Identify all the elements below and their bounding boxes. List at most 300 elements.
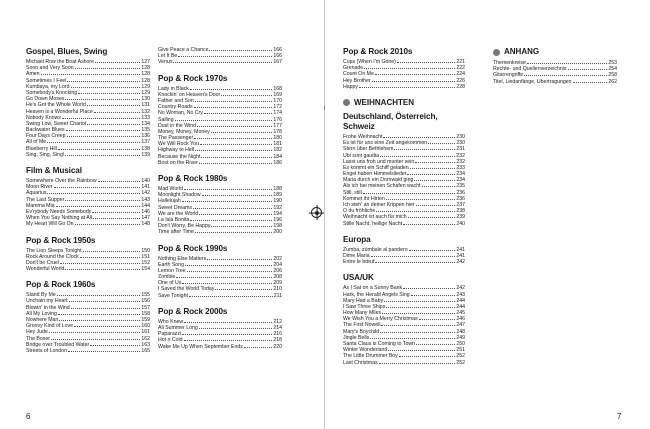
toc-entry-page: 252 xyxy=(456,359,465,366)
toc-entry-page: 170 xyxy=(273,97,282,104)
toc-section xyxy=(26,280,150,354)
toc-entry-page: 169 xyxy=(273,91,282,98)
toc-entry-title: Engel haben Himmelslieder xyxy=(343,171,407,178)
toc-entry-title: Blowin' in the Wind xyxy=(26,304,70,311)
toc-entry-title: Hallelujah xyxy=(158,198,181,205)
dot-leader xyxy=(65,99,140,100)
toc-entry-page: 182 xyxy=(273,147,282,154)
toc-entry-page: 176 xyxy=(273,116,282,123)
toc-entry-title: The Boxer xyxy=(26,335,50,342)
toc-entry-page: 202 xyxy=(273,255,282,262)
toc-entry-title: Hark, the Herald Angels Sing xyxy=(343,291,410,298)
toc-entry-page: 248 xyxy=(456,328,465,335)
toc-entry-page: 230 xyxy=(456,133,465,140)
dot-leader xyxy=(65,269,140,270)
toc-entry-page: 172 xyxy=(273,104,282,111)
toc-entry-page: 155 xyxy=(141,292,150,299)
toc-section xyxy=(343,235,465,266)
toc-entry-page: 232 xyxy=(456,158,465,165)
toc-entry-title: Entre le bœuf xyxy=(343,259,375,266)
toc-entry-title: Last Christmas xyxy=(343,359,378,366)
toc-entry-title: Sailing xyxy=(158,116,174,123)
toc-entry-title: Frohe Weihnacht xyxy=(343,133,383,140)
dot-leader xyxy=(87,105,141,106)
toc-entry-title: All Summer Long xyxy=(158,325,198,331)
toc-entry-title: Blueberry Hill xyxy=(26,145,57,152)
dot-leader xyxy=(375,74,455,75)
toc-entry-page: 161 xyxy=(141,329,150,336)
toc-entry-page: 242 xyxy=(456,285,465,292)
dot-leader xyxy=(380,156,455,157)
toc-entry-title: Michael Row the Boat Ashore xyxy=(26,59,95,65)
toc-entry-page: 163 xyxy=(141,341,150,348)
toc-entry-title: Swing Low, Sweet Chariot xyxy=(26,120,87,127)
toc-entry-title: Streets of London xyxy=(26,347,67,354)
dot-leader xyxy=(211,132,273,133)
dot-leader xyxy=(363,193,456,194)
dot-leader xyxy=(90,345,140,346)
dot-leader xyxy=(58,314,140,315)
toc-entry-page: 151 xyxy=(141,253,150,260)
toc-entry-page: 252 xyxy=(456,353,465,360)
dot-leader xyxy=(415,162,455,163)
dot-leader xyxy=(381,325,455,326)
toc-entry-page: 218 xyxy=(273,337,282,344)
dot-leader xyxy=(71,308,141,309)
toc-entry-page: 147 xyxy=(141,215,150,222)
toc-entry-title: Themenkreise xyxy=(493,60,526,66)
toc-entry-title: Grenade xyxy=(343,65,364,72)
toc-entry-page: 210 xyxy=(273,286,282,293)
dot-leader xyxy=(407,174,455,175)
toc-entry-page: 174 xyxy=(273,110,282,117)
toc-entry-page: 141 xyxy=(141,184,150,191)
toc-entry-title: Mary Had a Baby xyxy=(343,297,384,304)
toc-entry-title: Winter Wonderland xyxy=(343,347,388,354)
section-title: Pop & Rock 1960s xyxy=(26,280,96,290)
toc-entry-page: 240 xyxy=(456,220,465,227)
toc-entry xyxy=(493,79,617,85)
dot-leader xyxy=(202,195,273,196)
toc-entry-title: Maria durch ein Dornwald ging xyxy=(343,177,414,184)
toc-entry-title: Still, still xyxy=(343,189,362,196)
section-title: USA/UK xyxy=(343,273,374,283)
toc-entry-page: 136 xyxy=(141,133,150,140)
toc-entry-page: 245 xyxy=(456,310,465,317)
dot-leader xyxy=(68,351,140,352)
toc-entry-title: Hey Jude xyxy=(26,329,48,336)
toc-entry-title: The First Nowell xyxy=(343,322,381,329)
toc-entry-title: Santa Claus is Coming to Town xyxy=(343,341,415,347)
toc-entry-title: Groovy Kind of Love xyxy=(26,323,74,330)
dot-leader xyxy=(568,69,608,70)
toc-entry-title: Nowhere Man xyxy=(26,317,59,323)
right-column-2 xyxy=(493,47,617,93)
toc-entry-page: 127 xyxy=(141,59,150,65)
toc-entry xyxy=(158,59,282,65)
toc-entry-page: 250 xyxy=(456,341,465,347)
left-column-1 xyxy=(26,47,150,362)
toc-entry xyxy=(158,229,282,235)
dot-leader xyxy=(195,232,273,233)
toc-entry-title: Country Roads xyxy=(158,104,193,111)
dot-leader xyxy=(211,226,272,227)
toc-section xyxy=(26,166,150,228)
toc-entry-title: Time after Time xyxy=(158,229,194,236)
toc-entry-page: 220 xyxy=(273,343,282,350)
toc-entry-page: 216 xyxy=(273,331,282,338)
category-label: WEIHNACHTEN xyxy=(354,97,414,107)
toc-section xyxy=(158,244,282,299)
toc-entry-title: All of Me xyxy=(26,139,47,146)
toc-entry-page: 152 xyxy=(141,259,150,266)
dot-leader xyxy=(383,137,455,138)
toc-entry-page: 251 xyxy=(456,347,465,354)
anhang-list xyxy=(493,60,617,85)
toc-entry-title: He's Got the Whole World xyxy=(26,102,86,109)
toc-entry-page: 198 xyxy=(273,223,282,230)
toc-entry-title: Jingle Bells xyxy=(343,334,370,341)
dot-leader xyxy=(409,250,456,251)
toc-entry xyxy=(26,221,150,227)
toc-entry-page: 188 xyxy=(273,186,282,192)
toc-entry-page: 233 xyxy=(456,164,465,171)
toc-entry-title: As I Sat on a Sunny Bank xyxy=(343,285,403,292)
dot-leader xyxy=(49,332,140,333)
dot-leader xyxy=(194,107,273,108)
dot-leader xyxy=(98,181,141,182)
section-title: Pop & Rock 1990s xyxy=(158,243,228,253)
toc-entry-page: 184 xyxy=(273,153,282,160)
dot-leader xyxy=(388,350,455,351)
toc-entry-page: 254 xyxy=(608,66,617,73)
dot-leader xyxy=(195,101,273,102)
section-title: Film & Musical xyxy=(26,166,82,175)
toc-entry-page: 160 xyxy=(141,323,150,330)
dot-leader xyxy=(394,149,455,150)
toc-entry-title: We are the World xyxy=(158,210,199,217)
toc-entry-title: Somewhere Over the Rainbow xyxy=(26,178,97,184)
dot-leader xyxy=(95,62,140,63)
toc-section-continued xyxy=(158,47,282,66)
toc-entry-page: 211 xyxy=(273,292,282,299)
toc-entry-title: Amen xyxy=(26,71,40,78)
toc-entry-title: Nobody Knows xyxy=(26,114,61,121)
toc-entry-title: Mad World xyxy=(158,186,183,192)
toc-entry-page: 239 xyxy=(456,214,465,221)
dot-leader xyxy=(65,155,140,156)
toc-section xyxy=(158,174,282,236)
toc-entry-page: 246 xyxy=(456,316,465,323)
toc-entry-page: 177 xyxy=(273,122,282,129)
dot-leader xyxy=(416,205,456,206)
toc-entry-title: Count On Me xyxy=(343,71,374,78)
toc-entry-title: Als ich bei meinen Schafen wacht xyxy=(343,183,421,190)
dot-leader xyxy=(386,307,455,308)
toc-entry xyxy=(158,160,282,166)
dot-leader xyxy=(184,340,273,341)
toc-section xyxy=(343,273,465,365)
dot-leader xyxy=(62,118,140,119)
toc-entry-page: 168 xyxy=(273,85,282,92)
toc-entry-title: The Little Drummer Boy xyxy=(343,353,398,360)
toc-entry xyxy=(26,266,150,272)
dot-leader xyxy=(408,217,456,218)
section-title: Gospel, Blues, Swing xyxy=(26,47,108,56)
toc-entry-page: 157 xyxy=(141,304,150,311)
toc-entry-title: How Many Miles xyxy=(343,310,382,317)
toc-entry-title: Soon and Very Soon xyxy=(26,65,74,72)
dot-leader xyxy=(200,144,273,145)
dot-leader xyxy=(215,289,272,290)
toc-entry-page: 242 xyxy=(456,259,465,266)
toc-entry-title: Go Down Moses xyxy=(26,96,65,103)
toc-entry-page: 189 xyxy=(273,192,282,199)
toc-section xyxy=(158,307,282,350)
dot-leader xyxy=(93,218,140,219)
toc-entry-title: Sometimes I Feel xyxy=(26,77,67,84)
toc-entry-page: 249 xyxy=(456,334,465,341)
dot-leader xyxy=(524,75,607,76)
right-column-1 xyxy=(343,47,465,374)
toc-entry-page: 241 xyxy=(456,252,465,259)
toc-entry-title: Zombie xyxy=(158,274,176,281)
toc-entry-title: Aquarius xyxy=(26,190,47,197)
toc-entry-page: 224 xyxy=(456,71,465,78)
toc-entry-title: Sing, Sing, Sing! xyxy=(26,151,65,158)
dot-leader xyxy=(190,89,272,90)
toc-entry-page: 192 xyxy=(273,204,282,211)
toc-entry-title: One of Us xyxy=(158,280,182,287)
toc-entry-page: 234 xyxy=(456,171,465,178)
category-bullet-icon xyxy=(493,49,500,56)
toc-entry-page: 180 xyxy=(273,135,282,142)
toc-entry-title: Backwater Blues xyxy=(26,127,65,134)
toc-entry-title: My Heart Will Go On xyxy=(26,221,74,228)
toc-entry-title: Bost on the River xyxy=(158,159,198,166)
toc-entry-page: 228 xyxy=(456,83,465,90)
dot-leader xyxy=(78,93,140,94)
toc-entry-page: 236 xyxy=(456,189,465,196)
toc-entry-page: 143 xyxy=(141,196,150,203)
toc-entry-title: Moon River xyxy=(26,184,53,191)
toc-entry-page: 230 xyxy=(456,140,465,147)
toc-entry-title: Earth Song xyxy=(158,261,184,268)
dot-leader xyxy=(370,338,455,339)
page-number-left: 6 xyxy=(26,412,31,421)
toc-entry-page: 137 xyxy=(141,139,150,146)
toc-entry-title: Highway to Hell xyxy=(158,147,195,154)
dot-leader xyxy=(403,224,455,225)
dot-leader xyxy=(66,130,141,131)
dot-leader xyxy=(371,256,456,257)
toc-entry-page: 131 xyxy=(141,102,150,109)
toc-entry-title: Don't Worry, Be Happy xyxy=(158,223,211,230)
dot-leader xyxy=(372,81,456,82)
dot-leader xyxy=(197,126,272,127)
toc-entry-title: Cups (When I'm Gone) xyxy=(343,59,396,65)
toc-entry-page: 190 xyxy=(273,198,282,205)
toc-entry-page: 262 xyxy=(608,78,617,85)
toc-entry-page: 129 xyxy=(141,83,150,90)
toc-entry-page: 244 xyxy=(456,303,465,310)
dot-leader xyxy=(199,163,273,164)
toc-entry-title: The Lion Sleeps Tonight xyxy=(26,247,82,254)
toc-entry-title: I Saw Three Ships xyxy=(343,303,386,310)
dot-leader xyxy=(573,82,608,83)
toc-entry-title: Unchain my Heart xyxy=(26,298,68,305)
dot-leader xyxy=(54,187,141,188)
toc-entry-page: 231 xyxy=(456,146,465,153)
section-title: Deutschland, Österreich, Schweiz xyxy=(343,111,438,131)
dot-leader xyxy=(422,186,456,187)
toc-section xyxy=(343,47,465,90)
toc-entry-page: 237 xyxy=(456,202,465,208)
toc-entry-page: 206 xyxy=(273,267,282,274)
toc-entry-page: 156 xyxy=(141,298,150,305)
dot-leader xyxy=(209,50,272,51)
section-title: Pop & Rock 1970s xyxy=(158,73,228,83)
dot-leader xyxy=(195,150,272,151)
toc-entry xyxy=(26,152,150,158)
toc-section xyxy=(26,236,150,273)
toc-entry-title: Because the Night xyxy=(158,153,201,160)
section-title: Europa xyxy=(343,234,371,244)
right-page xyxy=(325,0,650,429)
dot-leader xyxy=(397,62,455,63)
category-weihnachten xyxy=(343,98,465,108)
toc-entry-page: 178 xyxy=(273,128,282,135)
toc-entry-page: 196 xyxy=(273,216,282,223)
dot-leader xyxy=(92,212,140,213)
dot-leader xyxy=(376,211,455,212)
dot-leader xyxy=(178,56,272,57)
toc-entry-page: 214 xyxy=(273,325,282,331)
dot-leader xyxy=(207,259,272,260)
toc-entry-title: Gitarrengriffe xyxy=(493,72,524,79)
toc-entry-title: The Last Supper xyxy=(26,196,65,203)
dot-leader xyxy=(199,214,272,215)
dot-leader xyxy=(58,149,140,150)
dot-leader xyxy=(414,180,455,181)
toc-entry-page: 226 xyxy=(456,77,465,84)
dot-leader xyxy=(87,124,140,125)
toc-entry-title: Lady in Black xyxy=(158,85,189,92)
dot-leader xyxy=(75,224,141,225)
toc-entry-title: Bridge over Troubled Water xyxy=(26,341,90,348)
toc-entry-title: Moonlight Shadow xyxy=(158,192,201,199)
toc-entry-title: Knockin' on Heaven's Door xyxy=(158,91,221,98)
toc-entry-title: Kommet ihr Hirten xyxy=(343,195,385,202)
toc-entry-title: Lemon Tree xyxy=(158,267,186,274)
toc-entry-title: Give Peace a Chance xyxy=(158,47,209,53)
dot-leader xyxy=(173,62,272,63)
dot-leader xyxy=(384,301,455,302)
toc-entry-page: 243 xyxy=(456,291,465,298)
dot-leader xyxy=(60,263,140,264)
toc-entry-page: 204 xyxy=(273,261,282,268)
dot-leader xyxy=(386,199,456,200)
toc-entry-page: 238 xyxy=(456,208,465,215)
dot-leader xyxy=(382,313,455,314)
category-label: ANHANG xyxy=(504,47,540,56)
toc-entry-title: All My Loving xyxy=(26,310,57,317)
toc-entry-title: Ev'rybody Needs Somebody xyxy=(26,208,92,215)
toc-entry-title: Happy xyxy=(343,83,358,90)
toc-entry-page: 130 xyxy=(141,96,150,103)
dot-leader xyxy=(47,142,140,143)
toc-entry-title: We Will Rock You xyxy=(158,141,199,148)
toc-entry-page: 129 xyxy=(141,89,150,96)
toc-entry-title: Stand By Me xyxy=(26,292,56,299)
dot-leader xyxy=(204,113,272,114)
dot-leader xyxy=(411,295,456,296)
toc-entry xyxy=(158,344,282,350)
toc-entry-title: Dust in the Wind xyxy=(158,122,197,129)
toc-entry-title: Paparazzi xyxy=(158,331,182,338)
dot-leader xyxy=(51,339,140,340)
toc-entry-page: 132 xyxy=(141,108,150,115)
toc-entry-page: 138 xyxy=(141,145,150,152)
toc-entry-title: Mamma Mia xyxy=(26,202,55,209)
dot-leader xyxy=(201,157,272,158)
dot-leader xyxy=(182,201,273,202)
toc-entry xyxy=(26,348,150,354)
dot-leader xyxy=(74,326,140,327)
toc-entry-title: Es kommt ein Schiff geladen xyxy=(343,164,409,171)
toc-entry xyxy=(158,293,282,299)
toc-entry-page: 181 xyxy=(273,141,282,148)
toc-entry-title: Father and Son xyxy=(158,97,194,104)
dot-leader xyxy=(194,138,272,139)
toc-entry-page: 128 xyxy=(141,77,150,84)
toc-entry-title: Mary's Boychild xyxy=(343,328,380,335)
left-column-2 xyxy=(158,47,282,358)
toc-entry-title: Nothing Else Matters xyxy=(158,255,207,262)
toc-entry-title: Save Tonight xyxy=(158,292,188,299)
toc-entry-title: Heaven is a Wonderful Place xyxy=(26,108,93,115)
toc-section xyxy=(158,74,282,166)
toc-entry-page: 159 xyxy=(141,317,150,323)
toc-entry xyxy=(343,360,465,366)
toc-entry-title: Hey Brother xyxy=(343,77,371,84)
toc-entry-title: Wake Me Up When September Ends xyxy=(158,343,243,350)
dot-leader xyxy=(184,322,272,323)
toc-entry-page: 162 xyxy=(141,335,150,342)
dot-leader xyxy=(193,208,272,209)
toc-entry-page: 142 xyxy=(141,190,150,197)
dot-leader xyxy=(176,277,272,278)
toc-entry-page: 165 xyxy=(141,347,150,354)
toc-entry-page: 133 xyxy=(141,114,150,121)
dot-leader xyxy=(379,363,456,364)
toc-entry-page: 150 xyxy=(141,247,150,254)
toc-entry xyxy=(343,259,465,265)
toc-entry-page: 134 xyxy=(141,120,150,127)
toc-entry-title: Rechte- und Quellenverzeichnis xyxy=(493,66,567,73)
dot-leader xyxy=(189,296,273,297)
toc-section xyxy=(343,112,465,227)
toc-entry-page: 235 xyxy=(456,183,465,190)
dot-leader xyxy=(185,265,272,266)
toc-entry-title: Sweet Dreams xyxy=(158,204,193,211)
dot-leader xyxy=(380,332,455,333)
dot-leader xyxy=(527,63,607,64)
toc-entry xyxy=(343,221,465,227)
toc-entry-title: Hot n Cold xyxy=(158,337,183,344)
toc-entry-page: 232 xyxy=(456,152,465,159)
toc-entry-title: Don't be Cruel xyxy=(26,259,59,266)
